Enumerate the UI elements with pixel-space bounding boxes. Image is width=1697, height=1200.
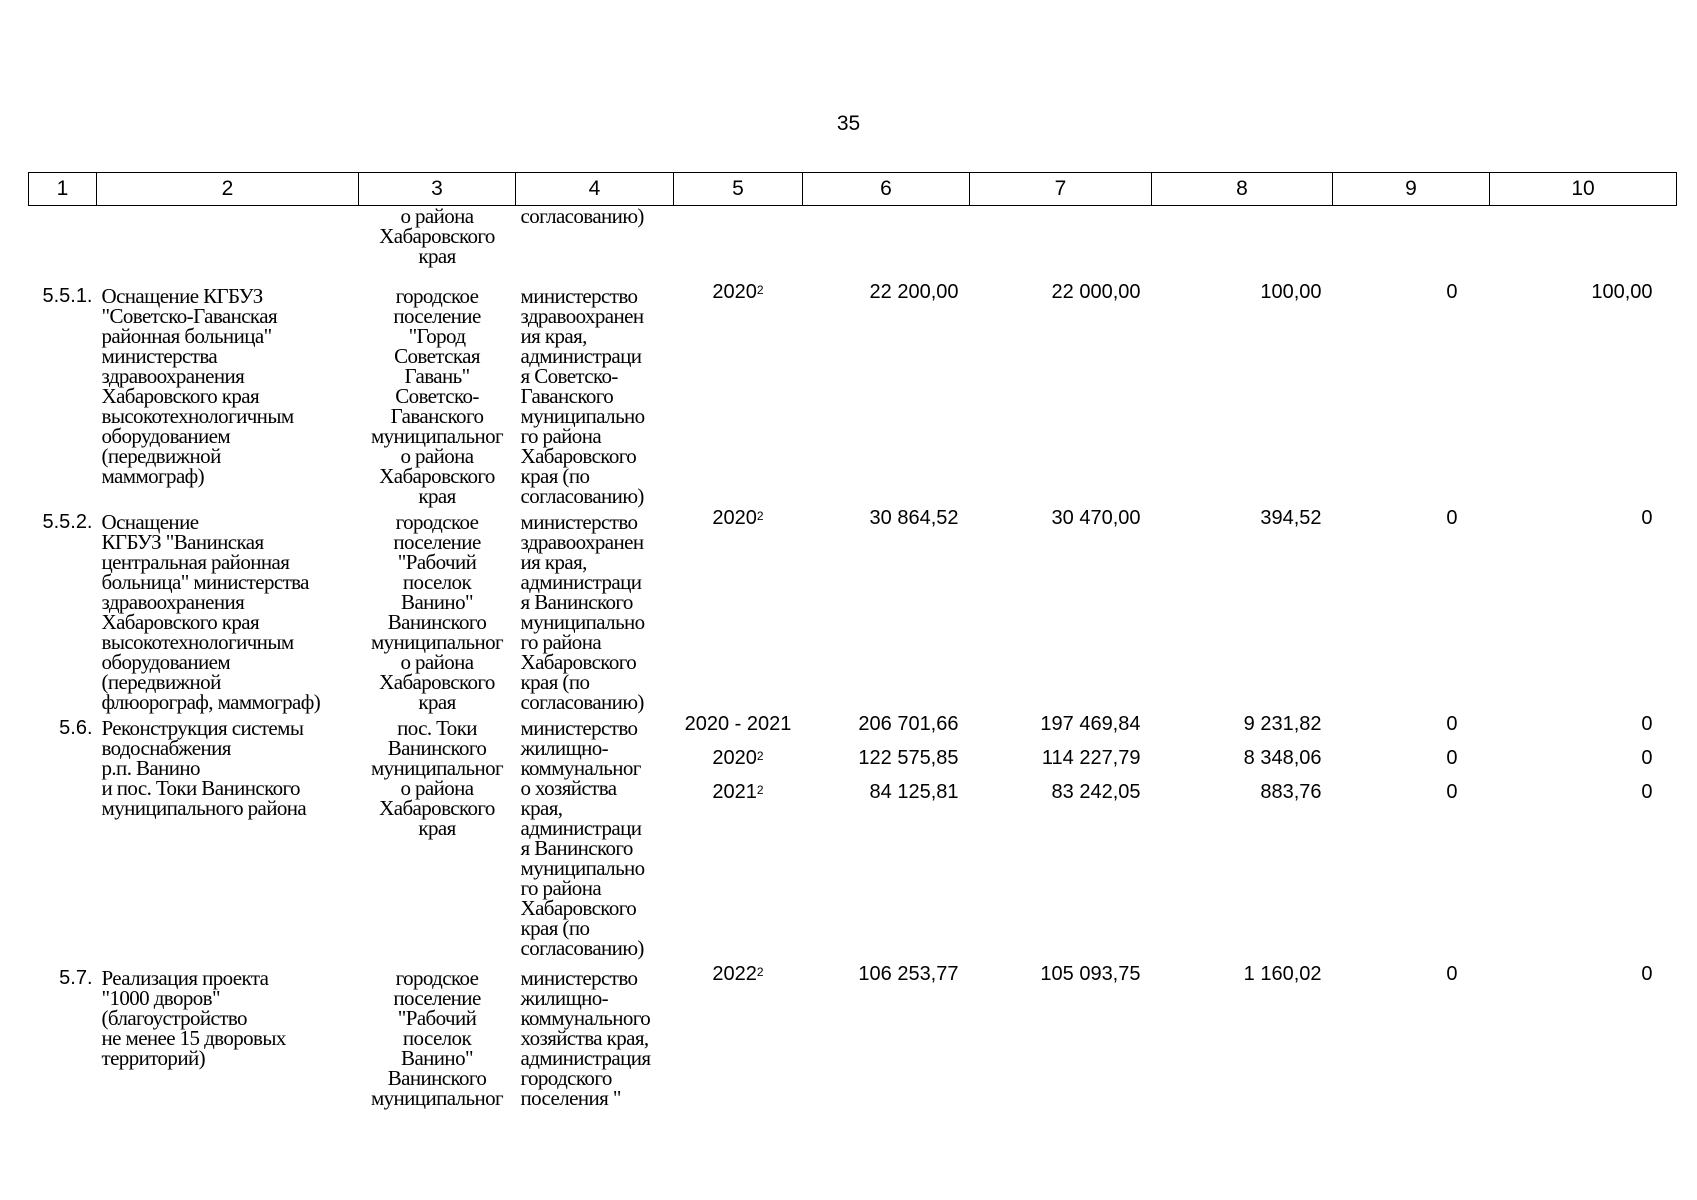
year-text: 2020 (712, 746, 757, 769)
amount-value: 0 (1641, 712, 1653, 735)
amount-cell-c8 (1152, 278, 1333, 506)
amount-cell-c6 (803, 278, 970, 506)
column-number-header: 3 (359, 173, 516, 206)
column-number-header: 6 (803, 173, 970, 206)
table-row (29, 506, 1677, 712)
amount-cell-c10 (1490, 506, 1677, 712)
amount-value: 0 (1446, 962, 1458, 985)
amount-cell-c9 (1333, 506, 1490, 712)
row-number-cell: 5.6. (59, 716, 93, 739)
year-cell (674, 206, 803, 278)
amount-value: 22 000,00 (1051, 280, 1141, 303)
amount-cell-c8 (1152, 712, 1333, 958)
amount-cell-c7 (970, 506, 1152, 712)
amount-cell-c10 (1490, 958, 1677, 1118)
measure-name-cell: Реконструкция системы водоснабжения р.п. Ванино и пос. Токи Ванинского муниципального района (101, 715, 307, 820)
year-text: 2022 (712, 962, 757, 985)
amount-value: 106 253,77 (858, 962, 959, 985)
footnote-mark: 2 (756, 508, 764, 523)
year-cell (674, 506, 803, 712)
amount-value: 0 (1446, 712, 1458, 735)
amount-value: 122 575,85 (858, 746, 959, 769)
amount-cell-c6 (803, 958, 970, 1118)
page-number: 35 (836, 112, 861, 135)
amount-cell-c6 (803, 712, 970, 958)
year-value (674, 508, 803, 542)
row-number-cell: 5.7. (59, 966, 93, 989)
table-body (29, 206, 1677, 1118)
territory-cell: городское поселение "Рабочий поселок Ванино" Ванинского муниципальног (370, 965, 504, 1110)
column-number-header: 2 (97, 173, 359, 206)
footnote-mark: 2 (756, 748, 764, 763)
territory-cell: о района Хабаровского края (379, 204, 495, 268)
amount-value: 197 469,84 (1040, 712, 1141, 735)
column-number-header: 9 (1333, 173, 1490, 206)
amount-cell-c6 (803, 206, 970, 278)
executor-cell: министерство здравоохранен ия края, администраци я Ванинского муниципально го района Хабаровского края (по согласованию) (520, 509, 645, 714)
amount-value: 0 (1446, 746, 1458, 769)
executor-cell: министерство жилищно- коммунальног о хозяйства края, администраци я Ванинского муниципально го района Хабаровского края (по согласованию) (520, 715, 645, 960)
row-number-cell: 5.5.2. (42, 510, 93, 533)
table-row (29, 206, 1677, 278)
budget-table (28, 172, 1677, 1118)
amount-cell-c10 (1490, 206, 1677, 278)
year-text: 2020 (712, 506, 757, 529)
column-number-header: 5 (674, 173, 803, 206)
amount-value: 0 (1446, 280, 1458, 303)
territory-cell: городское поселение "Рабочий поселок Ванино" Ванинского муниципальног о района Хабаровского края (370, 509, 504, 714)
amount-value: 100,00 (1591, 280, 1653, 303)
amount-cell-c8 (1152, 958, 1333, 1118)
amount-cell-c9 (1333, 278, 1490, 506)
executor-cell: министерство здравоохранен ия края, администраци я Советско- Гаванского муниципально го района Хабаровского края (по согласованию) (520, 283, 645, 508)
measure-name-cell: Реализация проекта "1000 дворов" (благоустройство не менее 15 дворовых территорий) (101, 965, 286, 1070)
amount-cell-c9 (1333, 958, 1490, 1118)
column-number-header: 4 (516, 173, 674, 206)
amount-cell-c8 (1152, 506, 1333, 712)
measure-name-cell: Оснащение КГБУЗ "Ванинская центральная районная больница" министерства здравоохранения Хабаровского края высокотехнологичным оборудованием (передвижной флюорограф, маммограф) (101, 509, 321, 714)
amount-value: 8 348,06 (1243, 746, 1322, 769)
amount-value: 9 231,82 (1243, 712, 1322, 735)
table-row (29, 958, 1677, 1118)
column-number-header: 10 (1490, 173, 1677, 206)
table-row (29, 278, 1677, 506)
year-cell (674, 278, 803, 506)
amount-cell-c7 (970, 958, 1152, 1118)
amount-value: 84 125,81 (869, 780, 959, 803)
amount-value: 394,52 (1260, 506, 1322, 529)
column-number-header: 8 (1152, 173, 1333, 206)
year-text: 2020 (712, 280, 757, 303)
row-number-cell: 5.5.1. (42, 284, 93, 307)
amount-value: 30 864,52 (869, 506, 959, 529)
amount-cell-c7 (970, 206, 1152, 278)
amount-value: 0 (1641, 506, 1653, 529)
measure-name-cell (97, 206, 359, 278)
year-text: 2021 (712, 780, 757, 803)
amount-value: 883,76 (1260, 780, 1322, 803)
column-number-header-row (29, 173, 1677, 206)
amount-cell-c6 (803, 506, 970, 712)
amount-value: 1 160,02 (1243, 962, 1322, 985)
footnote-mark: 2 (756, 282, 764, 297)
amount-value: 83 242,05 (1051, 780, 1141, 803)
amount-value: 114 227,79 (1041, 746, 1141, 769)
amount-cell-c10 (1490, 712, 1677, 958)
year-value (674, 782, 803, 816)
footnote-mark: 2 (756, 964, 764, 979)
year-value (674, 748, 803, 782)
executor-cell: министерство жилищно- коммунального хозяйства края, администрация городского поселения " (520, 965, 651, 1110)
amount-cell-c7 (970, 712, 1152, 958)
year-value (674, 714, 803, 748)
amount-value: 206 701,66 (858, 712, 959, 735)
table-row (29, 712, 1677, 958)
territory-cell: пос. Токи Ванинского муниципальног о района Хабаровского края (370, 715, 504, 840)
amount-cell-c8 (1152, 206, 1333, 278)
year-text: 2020 - 2021 (684, 712, 792, 735)
amount-cell-c7 (970, 278, 1152, 506)
territory-cell: городское поселение "Город Советская Гавань" Советско- Гаванского муниципальног о района Хабаровского края (370, 283, 504, 508)
amount-value: 0 (1641, 780, 1653, 803)
measure-name-cell: Оснащение КГБУЗ "Советско-Гаванская районная больница" министерства здравоохранения Хабаровского края высокотехнологичным оборудованием (передвижной маммограф) (101, 283, 294, 488)
amount-cell-c9 (1333, 206, 1490, 278)
year-value (674, 282, 803, 316)
amount-value: 105 093,75 (1040, 962, 1141, 985)
amount-value: 0 (1641, 962, 1653, 985)
column-number-header: 1 (29, 173, 97, 206)
amount-cell-c9 (1333, 712, 1490, 958)
column-number-header: 7 (970, 173, 1152, 206)
amount-value: 22 200,00 (869, 280, 959, 303)
amount-value: 0 (1446, 506, 1458, 529)
amount-value: 0 (1446, 780, 1458, 803)
year-cell (674, 958, 803, 1118)
row-number-cell (29, 206, 97, 278)
year-value (674, 964, 803, 998)
footnote-mark: 2 (756, 782, 764, 797)
amount-value: 100,00 (1260, 280, 1322, 303)
amount-value: 30 470,00 (1051, 506, 1141, 529)
amount-value: 0 (1641, 746, 1653, 769)
amount-cell-c10 (1490, 278, 1677, 506)
executor-cell: согласованию) (520, 204, 644, 228)
year-cell (674, 712, 803, 958)
